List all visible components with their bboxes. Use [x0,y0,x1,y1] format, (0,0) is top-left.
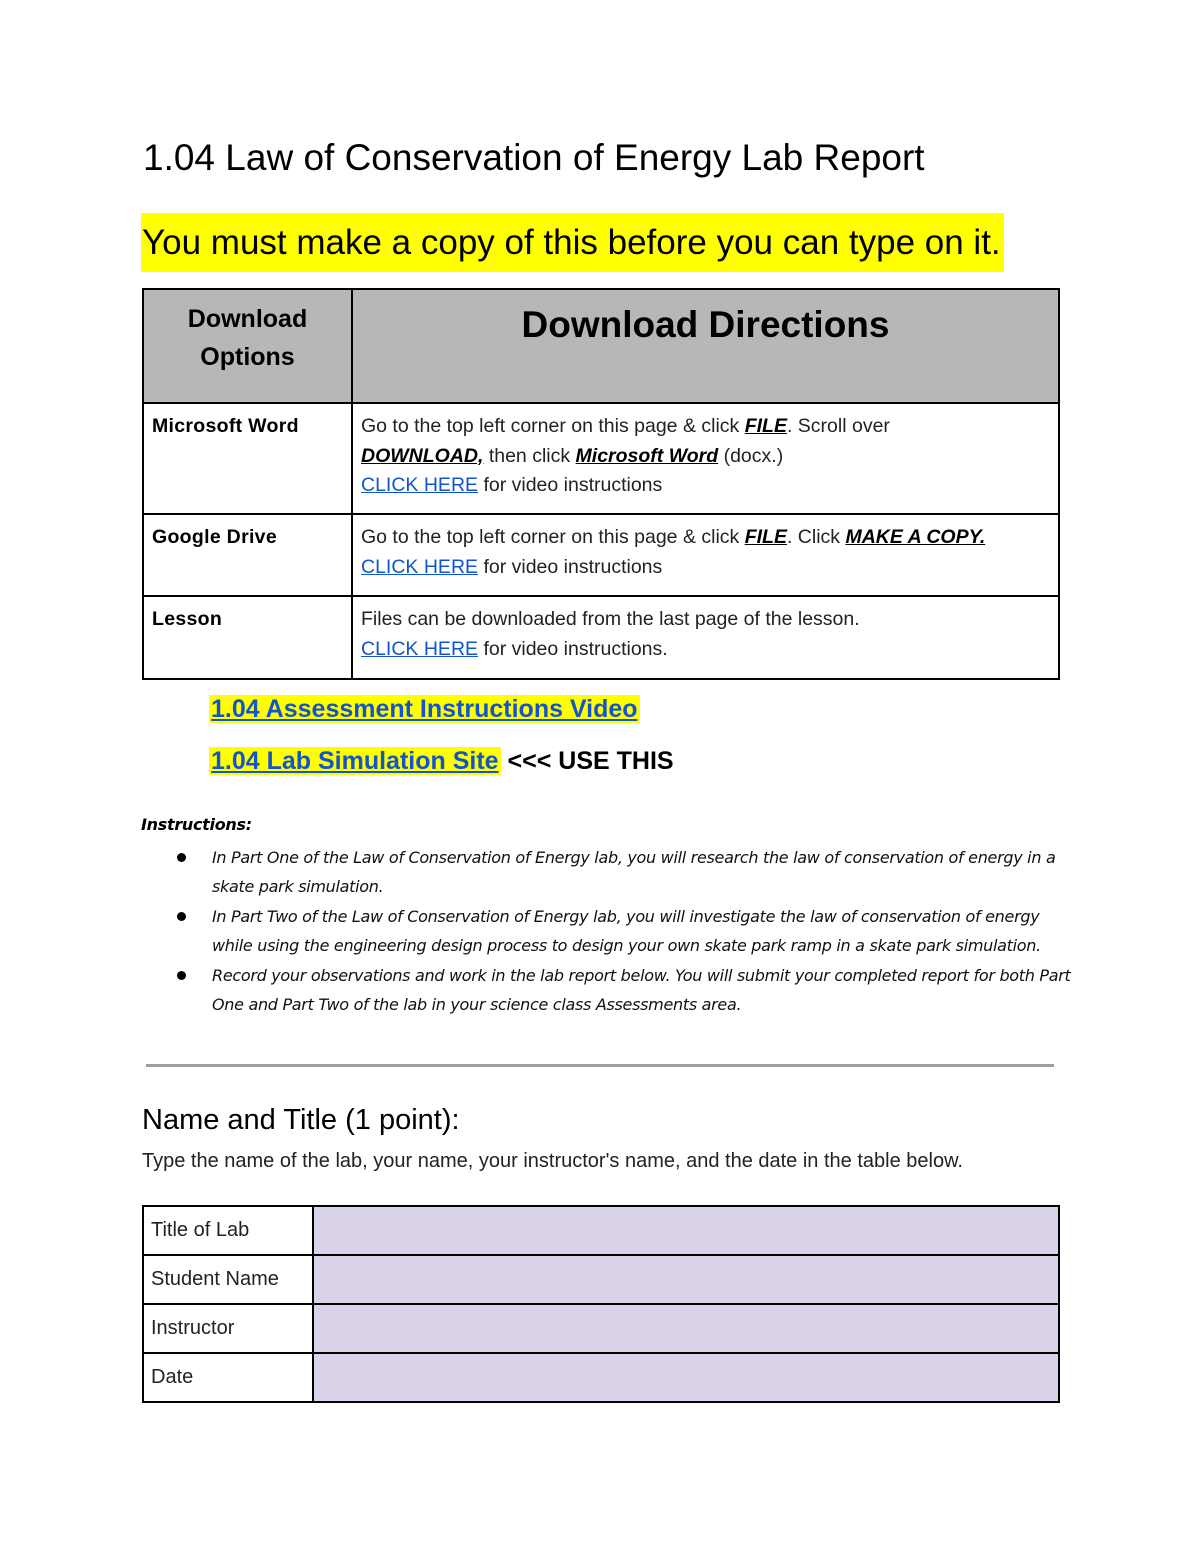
file-menu-ref: FILE [744,526,787,548]
table-header-row [143,289,1059,403]
student-name-label: Student Name [143,1255,313,1304]
row-directions-lesson [352,596,1059,679]
table-row [143,1304,1059,1353]
date-label: Date [143,1353,313,1402]
download-menu-ref: DOWNLOAD, [361,444,484,467]
direction-text: Go to the top left corner on this page & click [361,415,745,437]
direction-text: for video instructions [478,474,663,496]
name-title-heading: Name and Title (1 point): [142,1104,460,1136]
list-item [172,843,1072,902]
instructions-list [172,843,1072,1019]
simulation-site-line [209,745,674,778]
click-here-link-word[interactable]: CLICK HERE [361,474,479,496]
direction-text: Files can be downloaded from the last page of the lesson. [361,608,860,630]
direction-text: . Click [786,526,846,548]
table-row [143,514,1059,596]
table-row [143,1353,1059,1402]
title-of-lab-field[interactable] [313,1206,1059,1255]
instructor-label: Instructor [143,1304,313,1353]
row-label-google-drive: Google Drive [143,514,352,596]
horizontal-divider [146,1064,1054,1067]
bullet-icon [177,853,186,862]
instruction-text: In Part One of the Law of Conservation of Energy lab, you will research the law of conservation of energy in a skate park simulation. [212,848,1056,897]
instruction-text: In Part Two of the Law of Conservation of Energy lab, you will investigate the law of conservation of energy while using the engineering design process to design your own skate park ramp in a skate park simulation. [212,906,1041,956]
assessment-instructions-video-link[interactable]: 1.04 Assessment Instructions Video [211,695,638,723]
lab-simulation-site-link[interactable]: 1.04 Lab Simulation Site [211,747,499,775]
row-label-lesson: Lesson [143,596,352,679]
row-label-microsoft-word: Microsoft Word [143,403,352,514]
direction-text: Go to the top left corner on this page & click [361,526,745,548]
use-this-note: <<< USE THIS [500,747,674,775]
page-title: 1.04 Law of Conservation of Energy Lab Report [143,137,925,178]
instruction-text: Record your observations and work in the lab report below. You will submit your completed report for both Part One and Part Two of the lab in your science class Assessments area. [212,965,1071,1015]
make-a-copy-ref: MAKE A COPY. [845,526,986,548]
list-item [172,902,1072,961]
direction-text: . Scroll over [786,415,890,437]
table-row [143,1206,1059,1255]
name-title-instructions: Type the name of the lab, your name, your instructor's name, and the date in the table below. [142,1150,963,1172]
student-name-field[interactable] [313,1255,1059,1304]
row-directions-google-drive [352,514,1059,596]
direction-text: then click [483,444,576,467]
direction-text: for video instructions [478,555,663,578]
name-title-table [142,1205,1060,1403]
click-here-link-drive[interactable]: CLICK HERE [361,555,479,578]
table-row [143,403,1059,514]
row-directions-microsoft-word [352,403,1059,514]
header-download-directions: Download Directions [352,289,1059,403]
instructor-field[interactable] [313,1304,1059,1353]
assessment-video-line [209,693,640,726]
copy-warning-banner: You must make a copy of this before you can type on it. [141,213,1004,272]
direction-text: (docx.) [718,444,784,467]
instructions-heading: Instructions: [141,815,252,834]
file-menu-ref: FILE [744,415,787,437]
list-item [172,961,1072,1020]
direction-text: for video instructions. [478,637,668,660]
microsoft-word-ref: Microsoft Word [575,444,719,467]
download-options-table [142,288,1060,680]
bullet-icon [177,912,186,921]
title-of-lab-label: Title of Lab [143,1206,313,1255]
bullet-icon [177,971,186,980]
click-here-link-lesson[interactable]: CLICK HERE [361,637,479,660]
date-field[interactable] [313,1353,1059,1402]
table-row [143,596,1059,679]
table-row [143,1255,1059,1304]
header-download-options: Download Options [143,289,352,403]
